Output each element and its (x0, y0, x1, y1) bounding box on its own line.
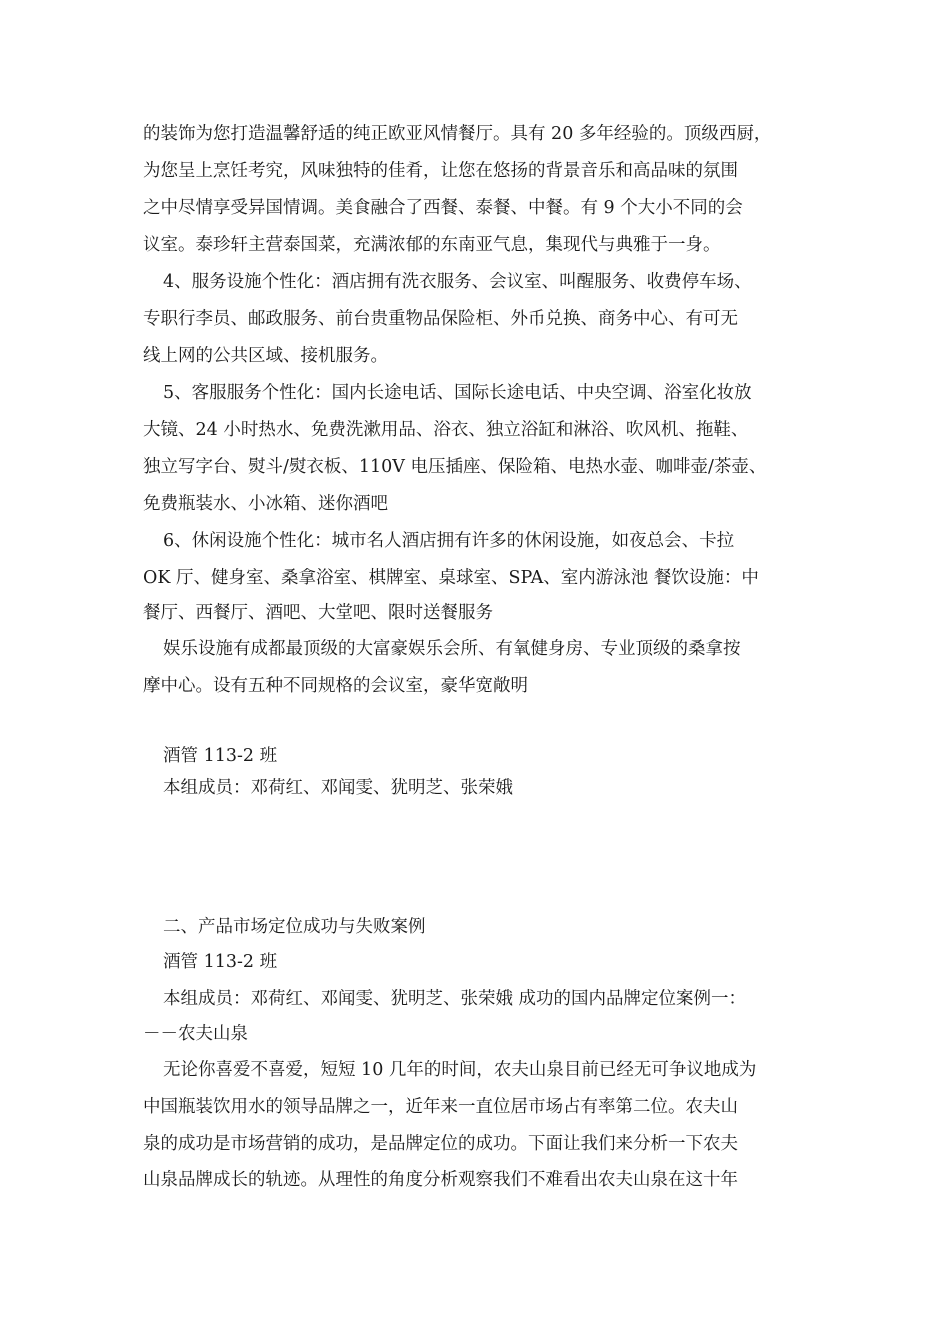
text-line: 的装饰为您打造温馨舒适的纯正欧亚风情餐厅。具有 20 多年经验的。顶级西厨， (143, 124, 772, 144)
text-line: 娱乐设施有成都最顶级的大富豪娱乐会所、有氧健身房、专业顶级的桑拿按 (163, 639, 741, 659)
text-line: 之中尽情享受异国情调。美食融合了西餐、泰餐、中餐。有 9 个大小不同的会 (143, 198, 743, 218)
text-line: 4、服务设施个性化：酒店拥有洗衣服务、会议室、叫醒服务、收费停车场、 (163, 272, 752, 292)
group-members: 本组成员：邓荷红、邓闻雯、犹明芝、张荣娥 (163, 778, 513, 798)
text-line: 无论你喜爱不喜爱，短短 10 几年的时间，农夫山泉目前已经无可争议地成为 (163, 1060, 757, 1080)
class-label: 酒管 113-2 班 (163, 746, 278, 766)
text-line: 中国瓶装饮用水的领导品牌之一，近年来一直位居市场占有率第二位。农夫山 (143, 1097, 738, 1117)
text-line: OK 厅、健身室、桑拿浴室、棋牌室、桌球室、SPA、室内游泳池 餐饮设施：中 (143, 568, 759, 588)
text-line: 山泉品牌成长的轨迹。从理性的角度分析观察我们不难看出农夫山泉在这十年 (143, 1170, 738, 1190)
text-line: 免费瓶装水、小冰箱、迷你酒吧 (143, 494, 388, 514)
text-line: 大镜、24 小时热水、免费洗漱用品、浴衣、独立浴缸和淋浴、吹风机、拖鞋、 (143, 420, 749, 440)
text-line: 5、客服服务个性化：国内长途电话、国际长途电话、中央空调、浴室化妆放 (163, 383, 752, 403)
class-label: 酒管 113-2 班 (163, 952, 278, 972)
text-line: 专职行李员、邮政服务、前台贵重物品保险柜、外币兑换、商务中心、有可无 (143, 309, 738, 329)
text-line: 线上网的公共区域、接机服务。 (143, 346, 388, 366)
section-heading: 二、产品市场定位成功与失败案例 (163, 917, 426, 937)
text-line: 独立写字台、熨斗/熨衣板、110V 电压插座、保险箱、电热水壶、咖啡壶/茶壶、 (143, 457, 767, 477)
text-line: 餐厅、西餐厅、酒吧、大堂吧、限时送餐服务 (143, 603, 493, 623)
text-line: 泉的成功是市场营销的成功，是品牌定位的成功。下面让我们来分析一下农夫 (143, 1134, 738, 1154)
text-line: 为您呈上烹饪考究，风味独特的佳肴，让您在悠扬的背景音乐和高品味的氛围 (143, 161, 738, 181)
text-line: 摩中心。设有五种不同规格的会议室，豪华宽敞明 (143, 676, 528, 696)
case-title: －－农夫山泉 (143, 1024, 248, 1044)
group-members: 本组成员：邓荷红、邓闻雯、犹明芝、张荣娥 成功的国内品牌定位案例一： (163, 989, 747, 1009)
text-line: 6、休闲设施个性化：城市名人酒店拥有许多的休闲设施，如夜总会、卡拉 (163, 531, 735, 551)
text-line: 议室。泰珍轩主营泰国菜，充满浓郁的东南亚气息，集现代与典雅于一身。 (143, 235, 721, 255)
